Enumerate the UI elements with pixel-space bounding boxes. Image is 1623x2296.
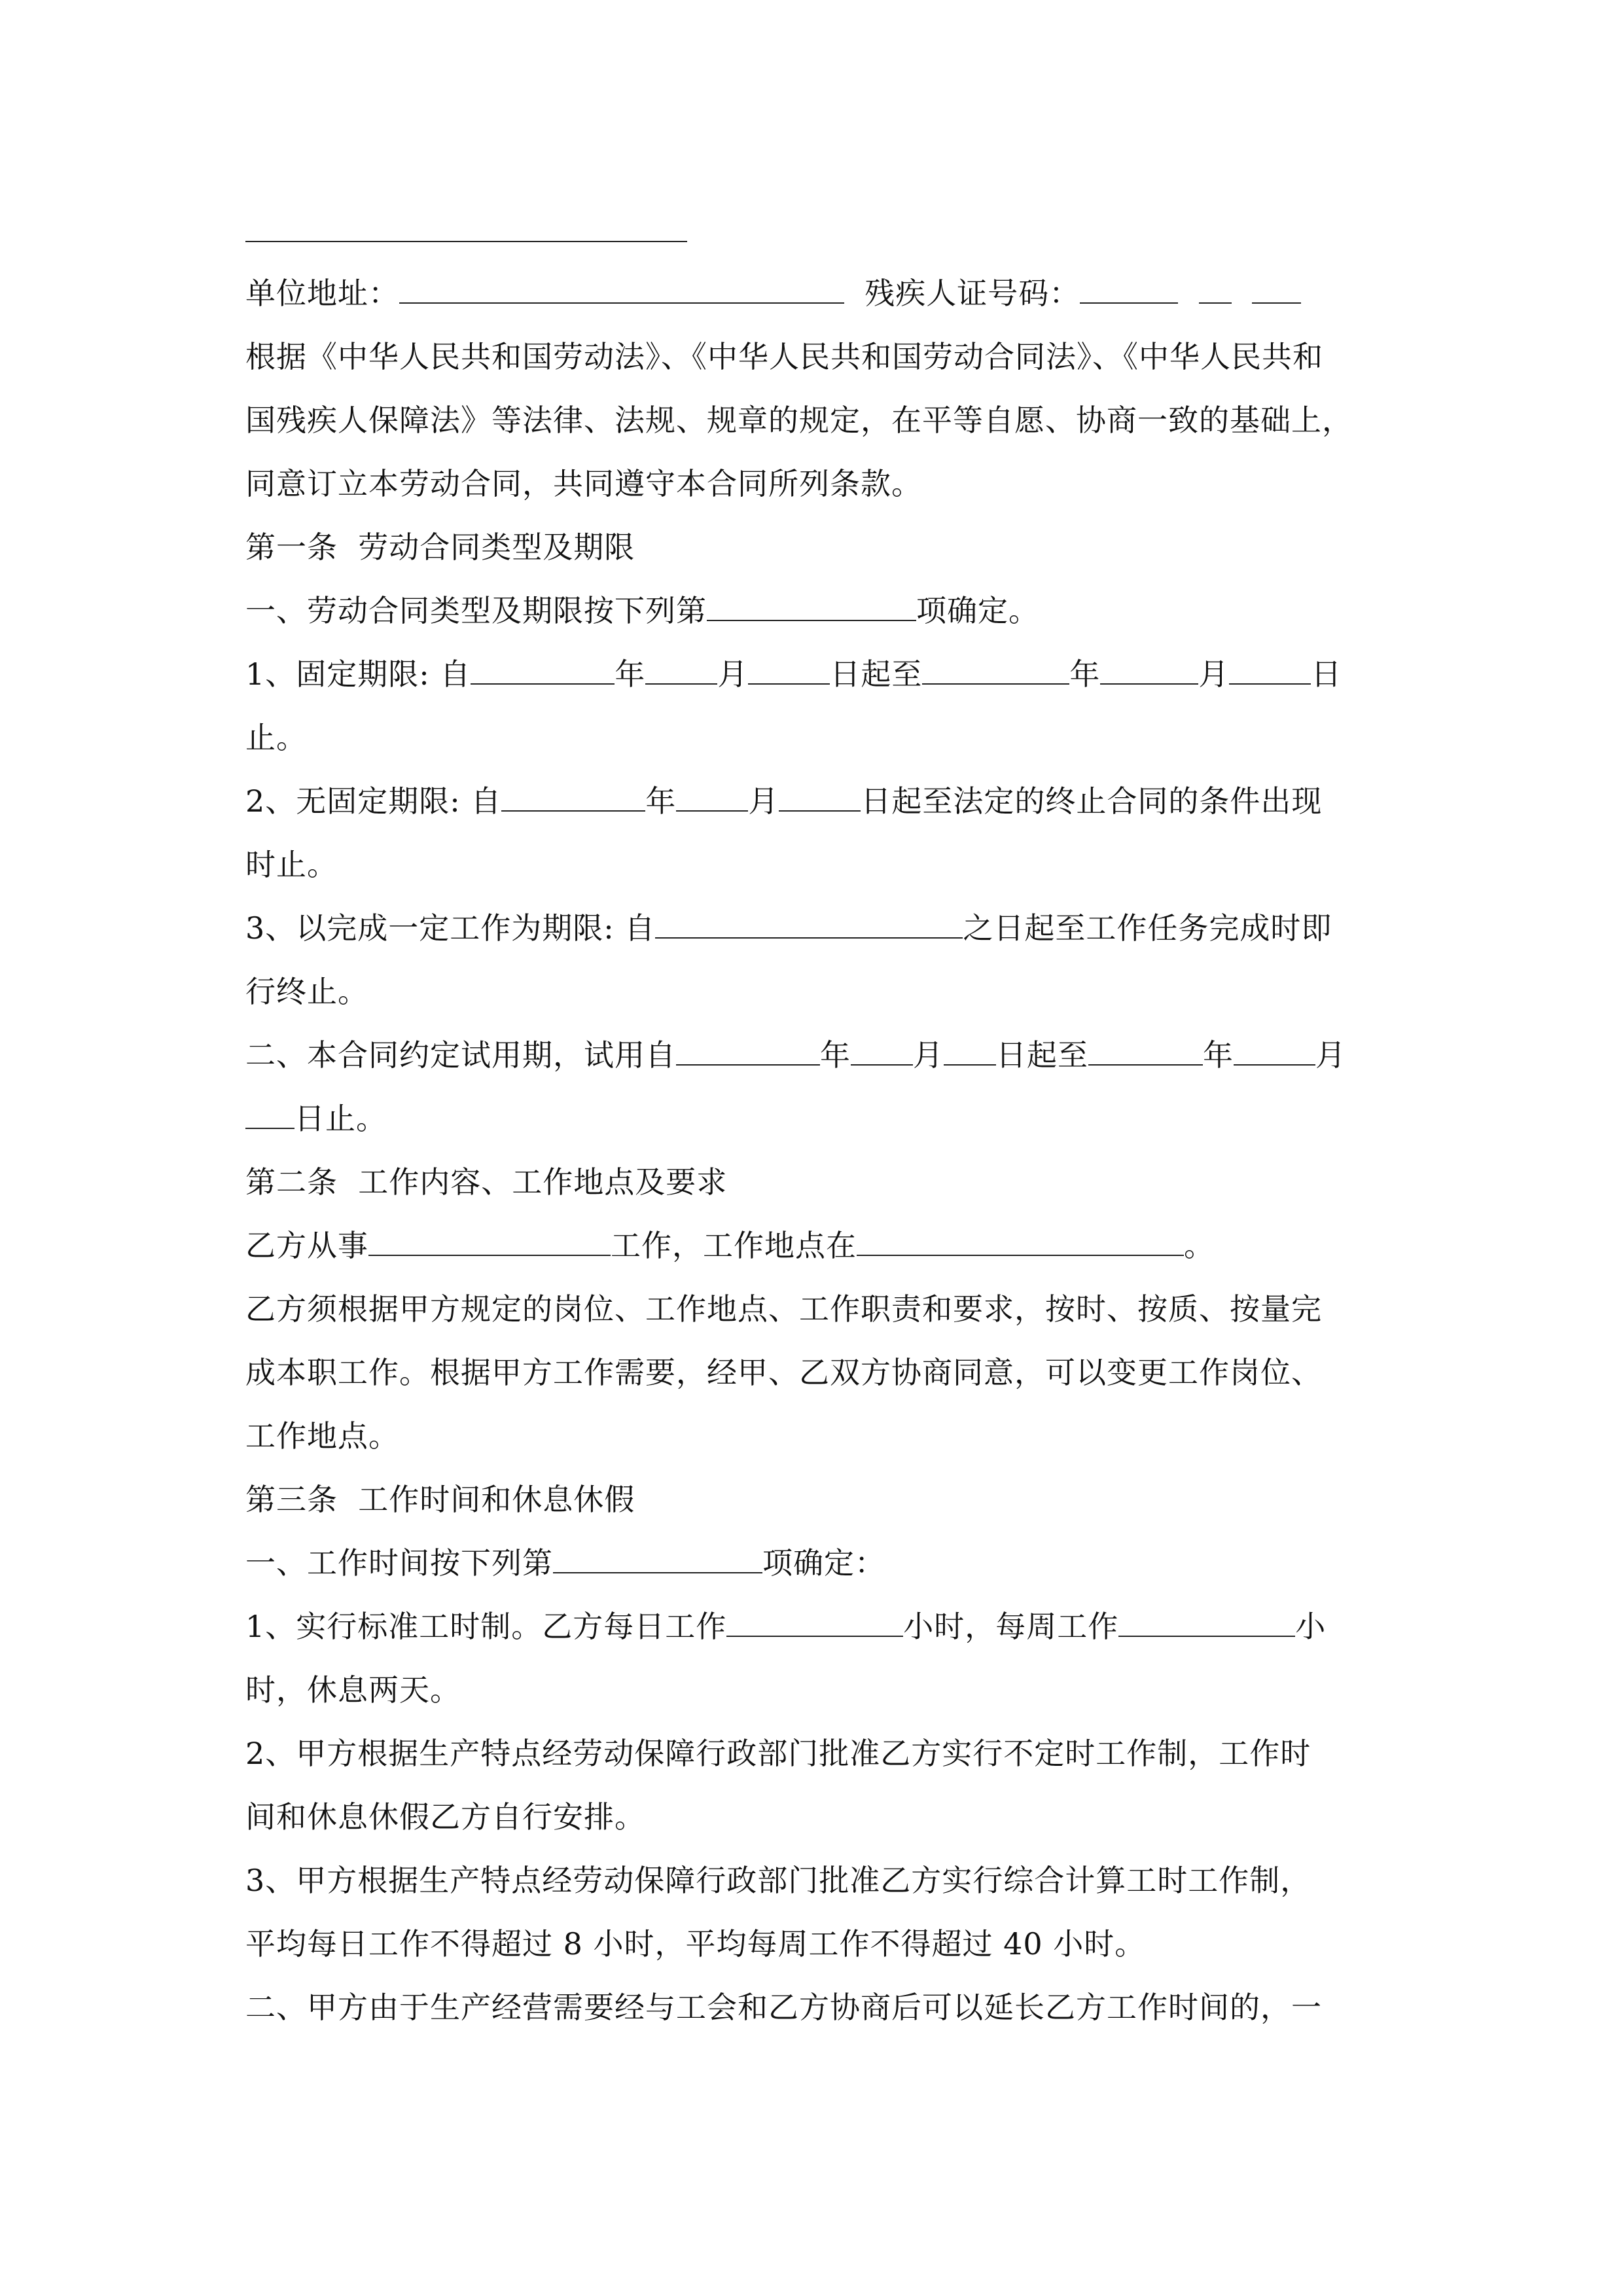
text-run: 年	[820, 1037, 851, 1073]
open-start-month[interactable]	[676, 771, 748, 812]
text-line-19	[245, 1405, 1397, 1468]
text-line-12	[245, 960, 1397, 1024]
text-line-23	[245, 1659, 1397, 1722]
text-line-27	[245, 1912, 1397, 1976]
text-line-11	[245, 897, 1397, 960]
text-run: 工作，工作地点在	[611, 1228, 857, 1263]
probation-end-year[interactable]	[1088, 1025, 1203, 1066]
disability-id-blank-1[interactable]	[1080, 263, 1178, 304]
text-run: 成本职工作。根据甲方工作需要，经甲、乙双方协商同意，可以变更工作岗位、	[245, 1355, 1322, 1390]
address-blank[interactable]	[399, 263, 844, 304]
text-run	[1232, 276, 1252, 311]
task-start-blank[interactable]	[655, 898, 963, 939]
open-start-day[interactable]	[779, 771, 861, 812]
text-line-1	[245, 262, 1397, 325]
fixed-end-month[interactable]	[1100, 644, 1198, 685]
text-run: 1、固定期限: 自	[245, 656, 471, 692]
text-line-10	[245, 833, 1397, 897]
text-run: 年	[645, 783, 677, 819]
work-hours-type-blank[interactable]	[553, 1533, 762, 1573]
text-run: 根据《中华人民共和国劳动法》、《中华人民共和国劳动合同法》、《中华人民共和	[245, 339, 1323, 374]
fixed-end-day[interactable]	[1229, 644, 1311, 685]
text-run: 3、以完成一定工作为期限: 自	[245, 910, 656, 946]
text-line-8	[245, 706, 1397, 770]
text-run: 乙方须根据甲方规定的岗位、工作地点、工作职责和要求，按时、按质、按量完	[245, 1291, 1322, 1327]
fixed-end-year[interactable]	[922, 644, 1069, 685]
article-3-heading: 第三条 工作时间和休息休假	[245, 1482, 635, 1517]
text-run: 年	[615, 656, 646, 692]
text-run: 小时，每周工作	[903, 1609, 1119, 1644]
text-line-4	[245, 452, 1397, 516]
text-run: 平均每日工作不得超过 8 小时，平均每周工作不得超过 40 小时。	[245, 1926, 1146, 1962]
text-line-18	[245, 1341, 1397, 1405]
text-run: 日起至法定的终止合同的条件出现	[861, 783, 1323, 819]
text-line-2	[245, 325, 1397, 389]
text-run	[1178, 276, 1198, 311]
fixed-start-day[interactable]	[748, 644, 830, 685]
open-start-year[interactable]	[501, 771, 645, 812]
text-run: 间和休息休假乙方自行安排。	[245, 1799, 645, 1835]
text-line-17	[245, 1278, 1397, 1341]
text-line-6	[245, 579, 1397, 643]
text-run: 月	[1315, 1037, 1346, 1073]
job-type-blank[interactable]	[368, 1215, 611, 1256]
text-run: 日起至	[830, 656, 923, 692]
text-run: 。	[1184, 1228, 1215, 1263]
text-run: 止。	[245, 720, 307, 755]
text-run: 乙方从事	[245, 1228, 368, 1263]
probation-end-month[interactable]	[1234, 1025, 1315, 1066]
probation-start-day[interactable]	[944, 1025, 996, 1066]
text-line-28	[245, 1976, 1397, 2039]
text-line-15	[245, 1151, 1397, 1214]
probation-start-month[interactable]	[851, 1025, 913, 1066]
top-signature-line	[245, 241, 687, 242]
text-run: 日	[1311, 656, 1342, 692]
disability-id-label: 残疾人证号码：	[844, 276, 1080, 311]
text-run: 二、甲方由于生产经营需要经与工会和乙方协商后可以延长乙方工作时间的，一	[245, 1990, 1322, 2025]
text-run: 一、工作时间按下列第	[245, 1545, 553, 1581]
text-run: 同意订立本劳动合同，共同遵守本合同所列条款。	[245, 466, 922, 501]
text-line-13	[245, 1024, 1397, 1087]
text-run: 日起至	[996, 1037, 1088, 1073]
text-run: 2、甲方根据生产特点经劳动保障行政部门批准乙方实行不定时工作制，工作时	[245, 1736, 1311, 1771]
text-line-22	[245, 1595, 1397, 1659]
text-run: 国残疾人保障法》等法律、法规、规章的规定，在平等自愿、协商一致的基础上，	[245, 403, 1353, 438]
text-run: 1、实行标准工时制。乙方每日工作	[245, 1609, 727, 1644]
disability-id-blank-2[interactable]	[1199, 263, 1232, 304]
contract-type-blank[interactable]	[707, 581, 916, 621]
text-line-9	[245, 770, 1397, 833]
probation-end-day[interactable]	[245, 1088, 294, 1129]
contract-body	[245, 262, 1397, 2039]
text-run: 一、劳动合同类型及期限按下列第	[245, 593, 707, 628]
probation-start-year[interactable]	[676, 1025, 820, 1066]
text-run: 年	[1069, 656, 1101, 692]
text-run: 行终止。	[245, 974, 368, 1009]
article-2-heading: 第二条 工作内容、工作地点及要求	[245, 1164, 728, 1200]
text-run: 小	[1295, 1609, 1327, 1644]
text-line-20	[245, 1468, 1397, 1532]
text-run: 二、本合同约定试用期，试用自	[245, 1037, 676, 1073]
text-run: 项确定：	[762, 1545, 885, 1581]
text-run: 项确定。	[916, 593, 1039, 628]
text-run: 时，休息两天。	[245, 1672, 461, 1708]
disability-id-blank-3[interactable]	[1252, 263, 1301, 304]
text-line-5	[245, 516, 1397, 579]
text-run: 之日起至工作任务完成时即	[963, 910, 1332, 946]
address-label: 单位地址：	[245, 276, 399, 311]
text-run: 工作地点。	[245, 1418, 399, 1454]
text-line-7	[245, 643, 1397, 706]
text-line-26	[245, 1849, 1397, 1912]
text-line-21	[245, 1532, 1397, 1595]
text-run: 月	[913, 1037, 944, 1073]
text-run: 2、无固定期限: 自	[245, 783, 502, 819]
weekly-hours-blank[interactable]	[1118, 1596, 1295, 1637]
text-run: 年	[1203, 1037, 1234, 1073]
text-line-14	[245, 1087, 1397, 1151]
text-line-3	[245, 389, 1397, 452]
text-line-16	[245, 1214, 1397, 1278]
text-line-25	[245, 1785, 1397, 1849]
work-location-blank[interactable]	[857, 1215, 1184, 1256]
text-run: 时止。	[245, 847, 338, 882]
article-1-heading: 第一条 劳动合同类型及期限	[245, 529, 635, 565]
text-line-24	[245, 1722, 1397, 1785]
fixed-start-year[interactable]	[471, 644, 615, 685]
text-run: 月	[1198, 656, 1230, 692]
text-run: 月	[717, 656, 749, 692]
text-run: 月	[748, 783, 779, 819]
daily-hours-blank[interactable]	[726, 1596, 903, 1637]
fixed-start-month[interactable]	[645, 644, 717, 685]
text-run: 3、甲方根据生产特点经劳动保障行政部门批准乙方实行综合计算工时工作制，	[245, 1863, 1311, 1898]
text-run: 日止。	[294, 1101, 387, 1136]
